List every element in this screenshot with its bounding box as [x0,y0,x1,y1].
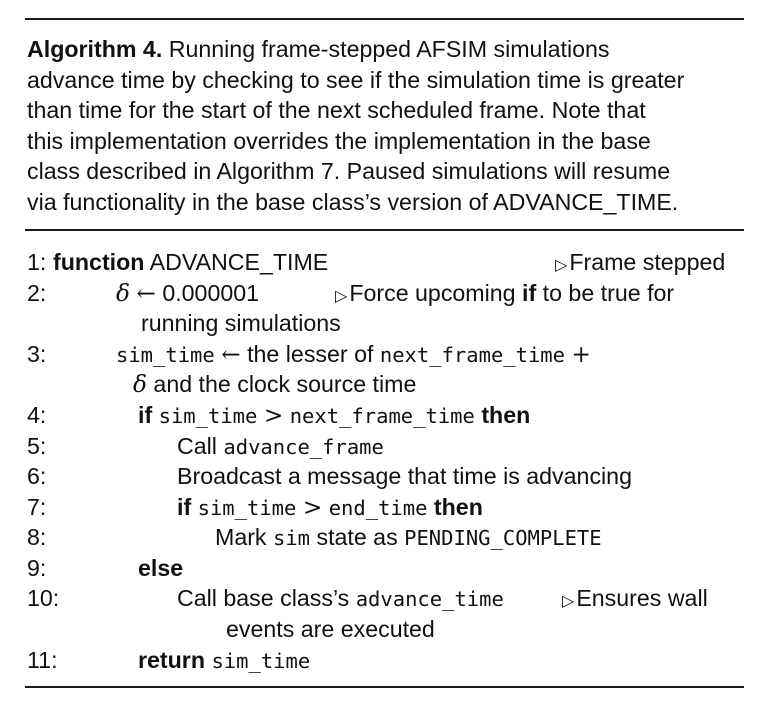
comment-triangle-icon: ▷ [562,593,575,610]
keyword-if: if [138,402,153,428]
caption-line-1: Running frame-stepped AFSIM simulations [168,36,610,62]
call-text: Call [177,433,217,459]
greater-than-operator: > [302,494,323,521]
line-number: 7: [27,494,47,520]
var-end-time: end_time [328,496,428,520]
var-sim: sim [272,526,311,550]
fn-advance-frame: advance_frame [223,435,384,459]
line-number: 4: [27,402,47,428]
delta-value: 0.000001 [162,280,260,306]
keyword-function: function [53,249,145,275]
greater-than-operator: > [263,402,284,429]
caption-rule [25,229,744,231]
line-number: 3: [27,341,47,367]
var-sim-time: sim_time [197,496,297,520]
keyword-else: else [138,555,184,581]
var-sim-time: sim_time [116,343,215,367]
line-number: 6: [27,463,47,489]
assign-arrow: ← [136,280,156,307]
state-as-text: state as [316,524,398,550]
var-next-frame-time: next_frame_time [379,343,565,367]
state-pending-complete: PENDING_COMPLETE [404,526,602,550]
line-number: 9: [27,555,47,581]
algo-line-10-continued: events are executed [226,616,435,642]
plus-operator: + [571,341,591,368]
algo-line-4 [27,400,742,431]
caption-line-4: this implementation overrides the implementation in the base [27,127,651,154]
var-sim-time: sim_time [211,649,311,673]
caption-line-3: than time for the start of the next scheduled frame. Note that [27,97,646,123]
algorithm-caption [27,34,742,217]
broadcast-text: Broadcast a message that time is advancing [177,463,632,489]
keyword-then: then [481,402,531,428]
line-number: 10: [27,585,60,611]
algorithm-label: Algorithm 4. [27,36,163,62]
delta-symbol: δ [133,371,147,398]
algo-line-10 [27,583,742,614]
line-number: 8: [27,524,47,550]
line-comment: ▷Ensures wall [562,583,708,617]
algo-line-7 [27,492,742,523]
mark-text: Mark [215,524,267,550]
delta-symbol: δ [116,280,130,307]
caption-line-5: class described in Algorithm 7. Paused simulations will resume [27,158,671,184]
algo-line-3-continued [27,369,742,400]
comment-triangle-icon: ▷ [555,257,568,274]
algo-line-2 [27,278,742,309]
caption-line-2: advance time by checking to see if the simulation time is greater [27,66,685,93]
function-name: ADVANCE_TIME [149,249,329,275]
algo-line-6 [27,461,742,492]
line-number: 5: [27,433,47,459]
algo-line-3 [27,339,742,370]
algo-line-11 [27,645,742,676]
var-next-frame-time: next_frame_time [289,404,475,428]
var-sim-time: sim_time [158,404,258,428]
top-rule [25,18,744,20]
algo-line-9 [27,553,742,584]
fn-advance-time: advance_time [355,587,504,611]
algo-line-1 [27,247,742,278]
call-base-text: Call base class’s [177,585,350,611]
assign-arrow: ← [221,341,241,368]
keyword-return: return [138,647,205,673]
line-number: 1: [27,249,47,275]
line-comment: ▷Frame stepped [555,247,725,281]
line-number: 11: [27,647,58,673]
algo-line-2-continued: running simulations [141,310,341,336]
line-comment: ▷Force upcoming if to be true for [335,278,674,312]
caption-line-6: via functionality in the base class’s version of ADVANCE_TIME. [27,188,679,215]
lesser-of-text: the lesser of [247,341,374,367]
bottom-rule [25,686,744,688]
keyword-if: if [177,494,192,520]
clock-source-text: and the clock source time [153,371,417,397]
algo-line-8 [27,522,742,553]
comment-triangle-icon: ▷ [335,288,348,305]
algo-line-5 [27,431,742,462]
line-number: 2: [27,280,47,306]
keyword-then: then [433,494,483,520]
